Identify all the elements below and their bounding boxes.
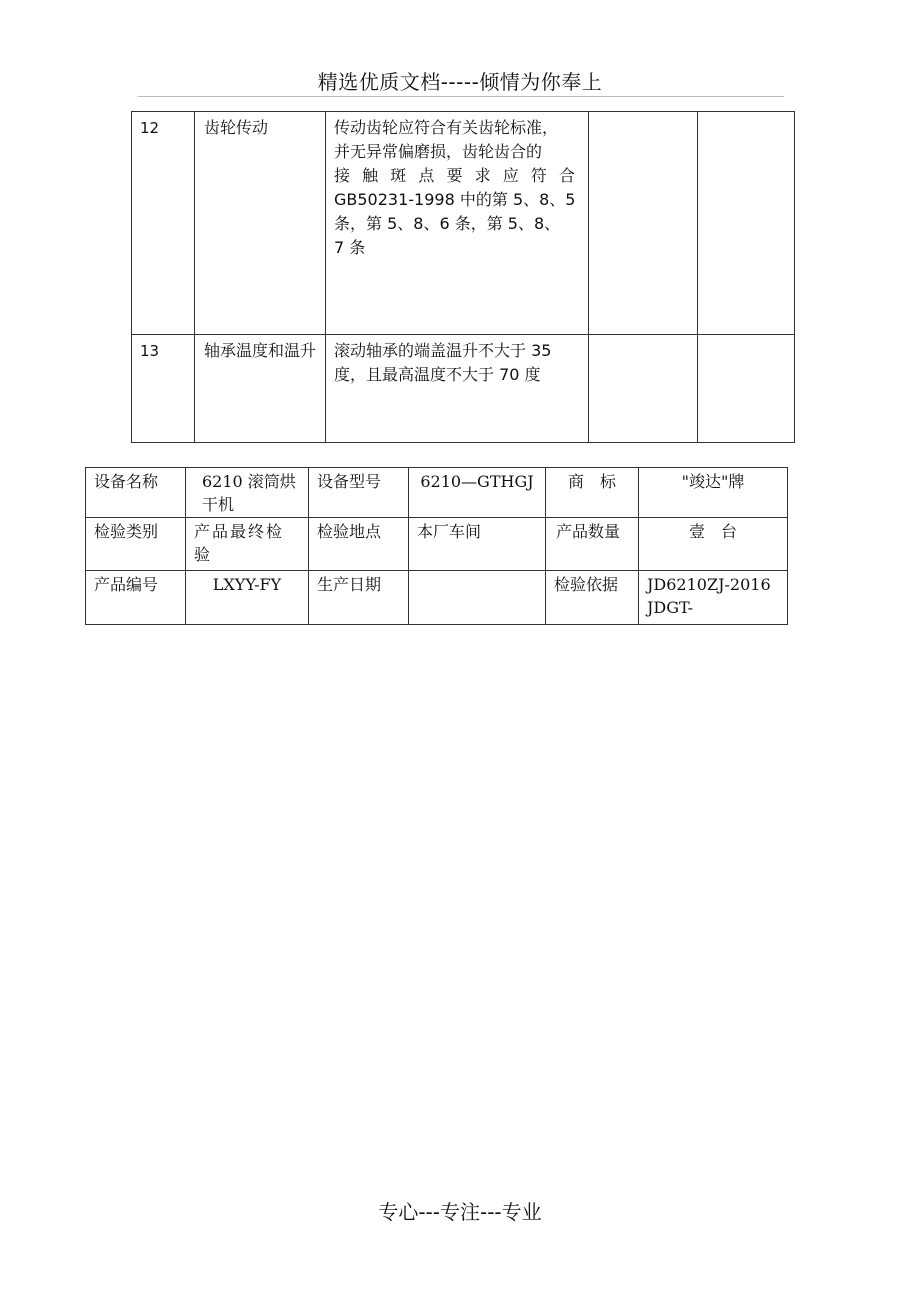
table-row (86, 571, 788, 625)
requirement-line: 接触斑点要求应符合 (334, 166, 580, 185)
device-name-value: 6210 滚筒烘干机 (186, 468, 309, 518)
location-value: 本厂车间 (409, 518, 546, 571)
serial-value: LXYY-FY (186, 571, 309, 625)
table-row (132, 335, 795, 443)
row-number: 13 (132, 335, 195, 443)
requirement-cell (326, 112, 589, 335)
production-date-label: 生产日期 (309, 571, 409, 625)
table-row (86, 518, 788, 571)
production-date-value (409, 571, 546, 625)
model-label: 设备型号 (309, 468, 409, 518)
requirement-line: 条，第 5、8、6 条，第 5、8、 (334, 214, 561, 233)
inspection-basis-value: JD6210ZJ-2016 JDGT- (639, 571, 788, 625)
serial-label: 产品编号 (86, 571, 186, 625)
remark-cell (698, 112, 795, 335)
requirement-line: 7 条 (334, 238, 366, 257)
result-cell (589, 335, 698, 443)
location-label: 检验地点 (309, 518, 409, 571)
requirement-line: 并无异常偏磨损，齿轮齿合的 (334, 142, 543, 161)
quantity-label: 产品数量 (546, 518, 639, 571)
inspection-basis-label: 检验依据 (546, 571, 639, 625)
item-name: 轴承温度和温升 (195, 335, 326, 443)
requirement-cell (326, 335, 589, 443)
product-info-table (85, 467, 788, 625)
brand-value: "竣达"牌 (639, 468, 788, 518)
requirement-line: GB50231-1998 中的第 5、8、5 (334, 190, 576, 209)
result-cell (589, 112, 698, 335)
quantity-value: 壹 台 (639, 518, 788, 571)
inspection-type-value: 产品最终检验 (186, 518, 309, 571)
table-row (132, 112, 795, 335)
spec-table (131, 111, 795, 443)
brand-label: 商 标 (546, 468, 639, 518)
requirement-line: 滚动轴承的端盖温升不大于 35 (334, 341, 552, 360)
inspection-type-label: 检验类别 (86, 518, 186, 571)
item-name: 齿轮传动 (195, 112, 326, 335)
row-number: 12 (132, 112, 195, 335)
page-footer: 专心---专注---专业 (378, 1200, 542, 1224)
remark-cell (698, 335, 795, 443)
header-rule (138, 96, 784, 97)
page-header: 精选优质文档-----倾情为你奉上 (317, 70, 603, 94)
requirement-line: 度，且最高温度不大于 70 度 (334, 365, 541, 384)
device-name-label: 设备名称 (86, 468, 186, 518)
requirement-line: 传动齿轮应符合有关齿轮标准， (334, 118, 559, 137)
model-value: 6210—GTHGJ (409, 468, 546, 518)
table-row (86, 468, 788, 518)
